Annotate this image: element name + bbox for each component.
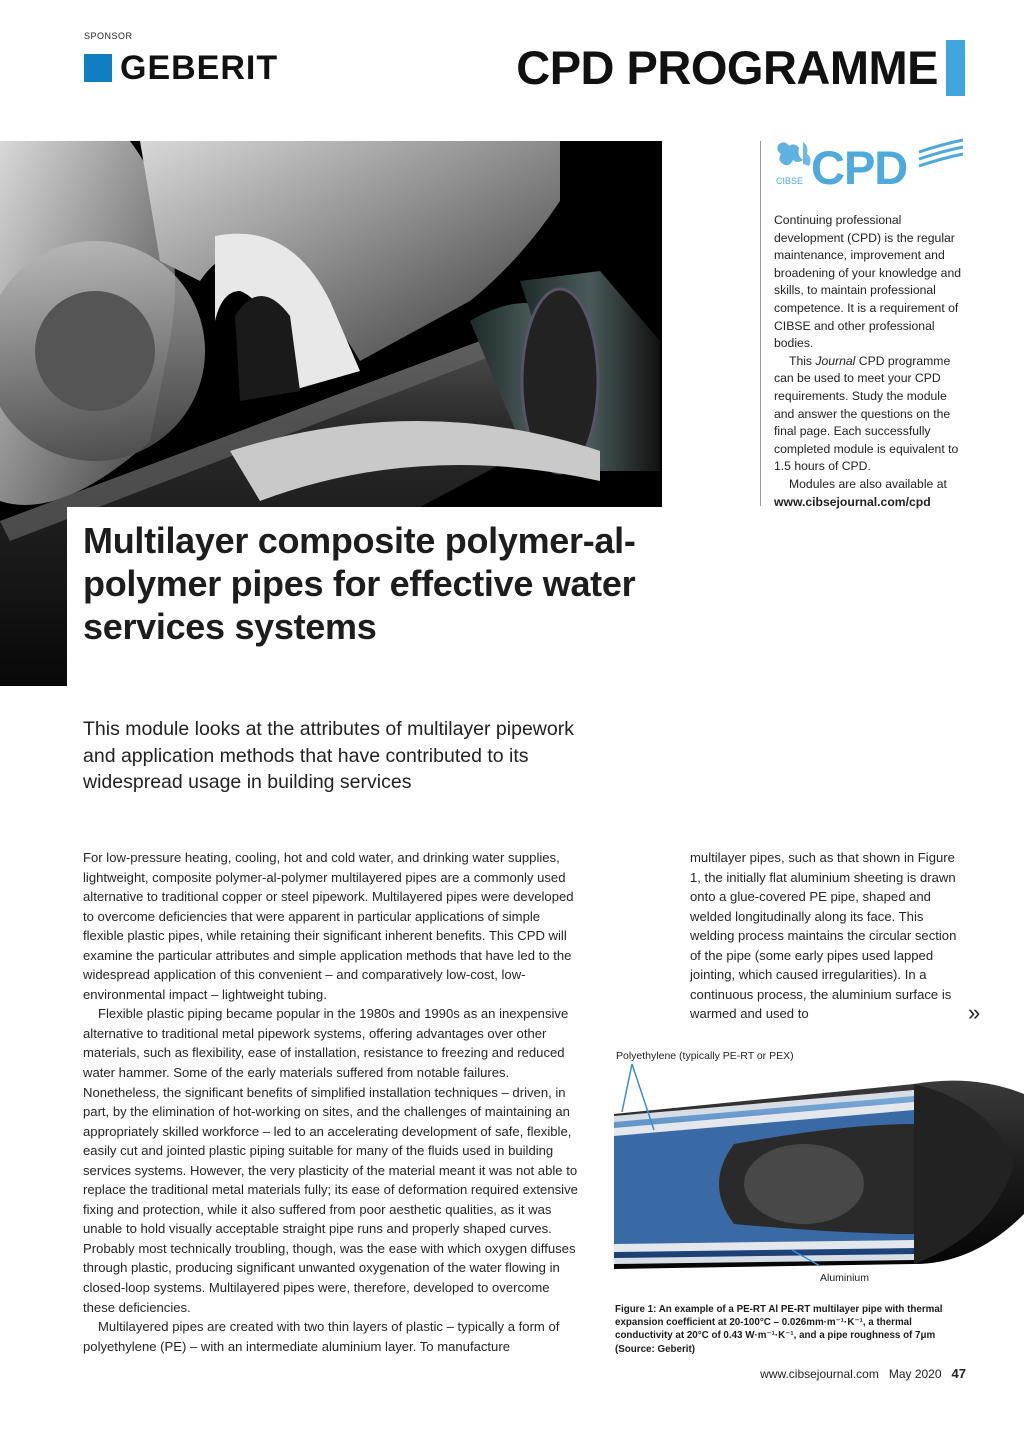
- sidebar-url-link[interactable]: www.cibsejournal.com/cpd: [774, 494, 931, 509]
- sidebar-divider: [760, 141, 761, 506]
- figure-caption-line-2: expansion coefficient at 20-100°C – 0.026mm·m⁻¹·K⁻¹, a thermal: [615, 1317, 912, 1329]
- cibse-logo-org: CIBSE: [776, 176, 804, 186]
- geberit-square-icon: [84, 54, 112, 82]
- figure-caption-line-4: (Source: Geberit): [615, 1343, 696, 1355]
- cibse-logo-mark: CPD: [811, 141, 908, 188]
- geberit-logo: [84, 49, 279, 87]
- sidebar-paragraph-3: Modules are also available at: [789, 476, 947, 491]
- sidebar-p2-journal: Journal: [815, 353, 856, 368]
- body-paragraph-2: Flexible plastic piping became popular in the 1980s and 1990s as an inexpensive alternative to traditional metal pipework systems, offering advantages over other materials, such as flexibility, ease of installation, resistance to freezing and reduced water hammer. Some of the early materials suffered from notable failures. Nonetheless, the significant benefits of simplified installation techniques – driven, in part, by the elimination of hot-working on sites, and the challenges of maintaining an appropriately skilled workforce – led to an accelerating development of safe, flexible, easily cut and jointed plastic piping suitable for many of the fluids used in building services systems. However, the very plasticity of the material meant it was not able to replace the traditional metal materials fully; its ease of deformation required extensive fixing and protection, while it also suffered from poor aesthetic qualities, as it was unable to hold visually acceptable straight pipe runs and properly shaped curves. Probably most technically troubling, though, was the ease with which oxygen diffuses through plastic, producing significant unwanted oxygenation of the water flowing in closed-loop systems. Multilayered pipes were, therefore, developed to overcome these deficiencies.: [83, 1006, 578, 1315]
- sponsor-name: GEBERIT: [120, 49, 279, 87]
- figure-label-polyethylene: Polyethylene (typically PE-RT or PEX): [616, 1050, 794, 1062]
- standfirst: This module looks at the attributes of multilayer pipework and application methods that have contributed to its widespread usage in building services: [83, 718, 574, 793]
- sidebar-paragraph-1: Continuing professional development (CPD) is the regular maintenance, improvement and broadening of your knowledge and skills, to maintain professional competence. It is a requirement of CIBSE and other professional bodies.: [774, 213, 962, 351]
- sidebar-p2-start: This: [789, 353, 816, 368]
- figure-caption: [615, 1303, 965, 1356]
- page-footer: [760, 1366, 966, 1381]
- cpd-sidebar: [774, 212, 964, 511]
- body-column-2: multilayer pipes, such as that shown in Figure 1, the initially flat aluminium sheeting is drawn onto a glue-covered PE pipe, shaped and welded longitudinally along its face. This welding process maintains the circular section of the pipe (some early pipes used lapped jointing, which caused irregularities). In a continuous process, the aluminium surface is warmed and used to: [690, 850, 957, 1022]
- page-number: 47: [951, 1366, 966, 1381]
- cibse-cpd-logo: [773, 138, 965, 188]
- footer-url[interactable]: www.cibsejournal.com: [760, 1367, 879, 1381]
- body-paragraph-3: Multilayered pipes are created with two thin layers of plastic – typically a form of polyethylene (PE) – with an intermediate aluminium layer. To manufacture: [83, 1319, 560, 1354]
- body-paragraph-1: For low-pressure heating, cooling, hot and cold water, and drinking water supplies, lightweight, composite polymer-al-polymer multilayered pipes are a commonly used alternative to traditional copper or steel pipework. Multilayered pipes were developed to overcome deficiencies that were apparent in particular applications of simple flexible plastic pipes, while retaining their significant inherent benefits. This CPD will examine the particular attributes and simple application methods that have led to the widespread application of this convenient – and comparatively low-cost, low-environmental impact – lightweight tubing.: [83, 850, 574, 1002]
- pipe-cross-section-figure: [614, 1064, 1024, 1286]
- headline-box: [67, 507, 664, 693]
- footer-issue: May 2020: [888, 1367, 942, 1381]
- sidebar-p2-end: CPD programme can be used to meet your CPD requirements. Study the module and answer the questions on the final page. Each successfully completed module is equivalent to 1.5 hours of CPD.: [774, 353, 959, 474]
- figure-label-aluminium: Aluminium: [820, 1272, 870, 1284]
- figure-caption-line-1: Figure 1: An example of a PE-RT Al PE-RT multilayer pipe with thermal: [615, 1304, 943, 1315]
- sponsor-label: SPONSOR: [84, 31, 133, 41]
- body-column-1: [83, 848, 583, 1356]
- section-title: CPD PROGRAMME: [516, 41, 938, 94]
- figure-caption-line-3: conductivity at 20°C of 0.43 W·m⁻¹·K⁻¹, and a pipe roughness of 7μm: [615, 1330, 936, 1342]
- sidebar-paragraph-2: [774, 353, 964, 476]
- headline: Multilayer composite polymer-al-polymer pipes for effective water services systems: [83, 520, 636, 647]
- section-accent-bar: [946, 40, 965, 96]
- continue-arrow-icon: »: [968, 1000, 981, 1025]
